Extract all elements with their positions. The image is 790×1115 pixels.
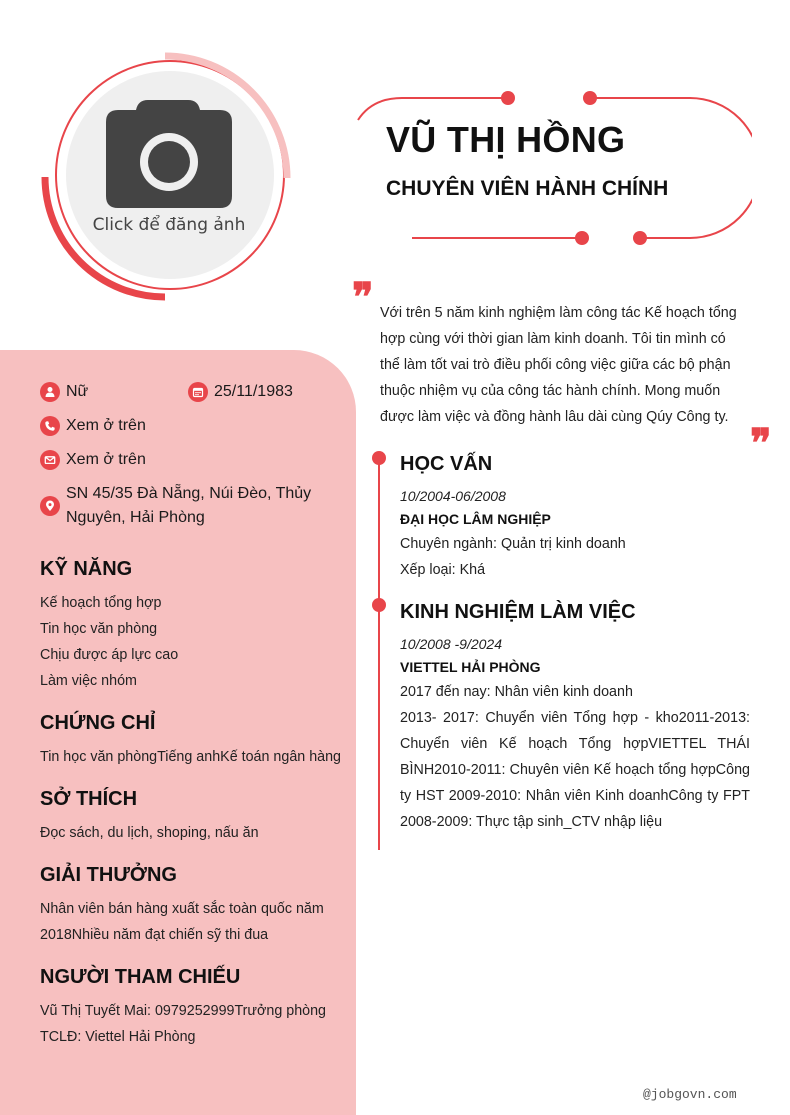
references-heading: NGƯỜI THAM CHIẾU <box>40 966 241 988</box>
education-major: Chuyên ngành: Quản trị kinh doanh <box>400 536 626 552</box>
gender-value: Nữ <box>66 383 89 400</box>
references-line-2: TCLĐ: Viettel Hải Phòng <box>40 1029 196 1045</box>
contact-phone <box>40 414 146 438</box>
awards-line-1: Nhân viên bán hàng xuất sắc toàn quốc năm <box>40 901 324 917</box>
birthday-value: 25/11/1983 <box>214 383 293 400</box>
location-pin-icon <box>40 496 60 516</box>
email-value: Xem ở trên <box>66 451 146 468</box>
education-heading: HỌC VẤN <box>400 453 493 475</box>
timeline-dot <box>372 598 386 612</box>
certificates-text: Tin học văn phòngTiếng anhKế toán ngân hàng <box>40 749 342 765</box>
email-icon <box>40 450 60 470</box>
education-date: 10/2004-06/2008 <box>400 488 506 504</box>
experience-company: VIETTEL HẢI PHÒNG <box>400 659 541 675</box>
user-icon <box>40 382 60 402</box>
phone-value: Xem ở trên <box>66 417 146 434</box>
skill-item: Chịu được áp lực cao <box>40 647 179 663</box>
avatar-upload[interactable] <box>38 48 298 303</box>
quote-close-icon: ❞ <box>750 420 772 467</box>
candidate-name: VŨ THỊ HỒNG <box>386 119 626 160</box>
experience-date: 10/2008 -9/2024 <box>400 636 502 652</box>
contact-gender <box>40 380 88 404</box>
avatar-arcs-decoration <box>38 48 298 308</box>
experience-heading: KINH NGHIỆM LÀM VIỆC <box>400 601 636 623</box>
name-frame-decoration <box>352 88 752 248</box>
calendar-icon <box>188 382 208 402</box>
job-title: CHUYÊN VIÊN HÀNH CHÍNH <box>386 177 669 200</box>
references-line-1: Vũ Thị Tuyết Mai: 0979252999Trưởng phòng <box>40 1003 327 1019</box>
experience-current: 2017 đến nay: Nhân viên kinh doanh <box>400 684 633 700</box>
awards-line-2: 2018Nhiều năm đạt chiến sỹ thi đua <box>40 927 269 943</box>
skill-item: Kế hoạch tổng hợp <box>40 595 162 611</box>
contact-address <box>40 482 311 530</box>
address-line-1: SN 45/35 Đà Nẵng, Núi Đèo, Thủy <box>66 485 312 502</box>
contact-email <box>40 448 146 472</box>
upload-photo-label[interactable]: Click để đăng ảnh <box>92 215 246 235</box>
skill-item: Tin học văn phòng <box>40 621 158 637</box>
education-grade: Xếp loại: Khá <box>400 562 486 578</box>
skill-item: Làm việc nhóm <box>40 673 137 689</box>
phone-icon <box>40 416 60 436</box>
certificates-heading: CHỨNG CHỈ <box>40 712 156 734</box>
timeline-line <box>378 458 380 850</box>
education-school: ĐẠI HỌC LÂM NGHIỆP <box>400 511 551 527</box>
watermark: @jobgovn.com <box>643 1087 737 1102</box>
hobbies-heading: SỞ THÍCH <box>40 788 138 810</box>
contact-birthday <box>188 380 293 404</box>
experience-history: 2013- 2017: Chuyển viên Tổng hợp - kho2011-2013: Chuyển viên Kế hoạch Tổng hợpVIETTEL THÁI BÌNH2010-2011: Chuyên viên Kế hoạch tổng hợpCông ty HST 2009-2010: Nhân viên Kinh doanhCông ty FPT 2008-2009: Thực tập sinh_CTV nhập liệu <box>400 710 750 830</box>
camera-icon <box>106 100 232 208</box>
hobbies-text: Đọc sách, du lịch, shoping, nấu ăn <box>40 825 259 841</box>
career-summary: Với trên 5 năm kinh nghiệm làm công tác Kế hoạch tổng hợp cùng với thời gian làm kinh doanh. Tôi tin mình có thể làm tốt vai trò điều phối công việc giữa các bộ phận thuộc nhiệm vụ của công tác hành chính. Mong muốn được làm việc và đồng hành lâu dài cùng Qúy Công ty. <box>380 305 737 425</box>
skills-heading: KỸ NĂNG <box>40 558 133 580</box>
awards-heading: GIẢI THƯỞNG <box>40 864 177 886</box>
quote-open-icon: ❞ <box>352 274 374 321</box>
address-line-2: Nguyên, Hải Phòng <box>66 509 205 526</box>
timeline-dot <box>372 451 386 465</box>
